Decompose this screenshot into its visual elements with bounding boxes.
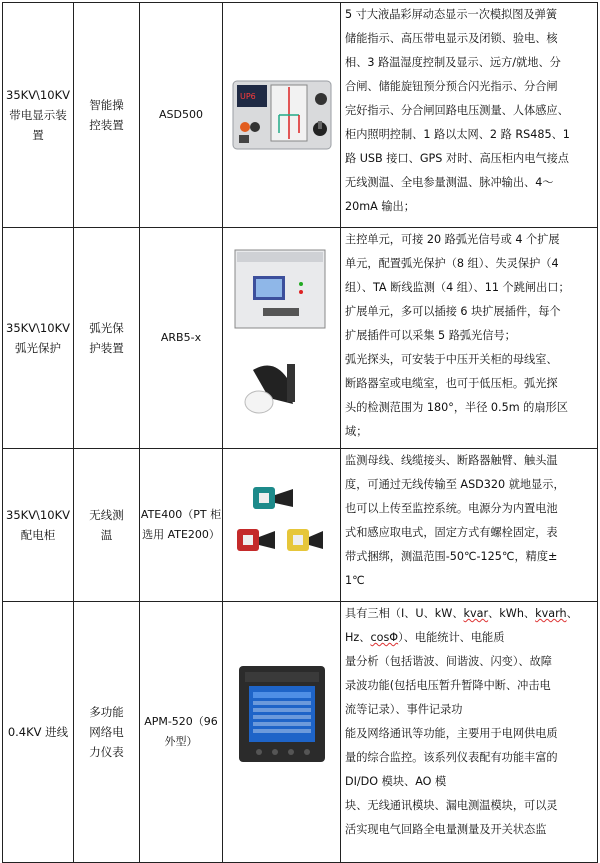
description-text: 主控单元，可接 20 路弧光信号或 4 个扩展 单元，配置弧光保护（8 组）、失灵保护（4 组）、TA 断线监测（4 组）、11 个跳闸出口； 扩展单元，多可以插接 6 块扩展插件，每个 扩展插件可以采集 5 路弧光信号； 弧光探头，可安装于中压开关柜的母线室、 断路器室或电缆室，也可于低压柜。弧光探 头的检测范围为 180°，半径 0.5m 的扇形区 域； bbox=[345, 233, 570, 438]
model-cell bbox=[140, 602, 223, 863]
application-text: 35KV\10KV 带电显示装 置 bbox=[6, 88, 70, 142]
description-cell bbox=[341, 449, 598, 602]
device-cell bbox=[74, 602, 140, 863]
description-cell bbox=[341, 602, 598, 863]
table-row bbox=[3, 3, 598, 228]
application-cell bbox=[3, 449, 74, 602]
description-segment: Hz、 bbox=[345, 631, 371, 644]
asd500-device-image bbox=[223, 3, 340, 223]
ate400-device-image bbox=[223, 449, 340, 597]
description-cell bbox=[341, 228, 598, 449]
table-row bbox=[3, 449, 598, 602]
description-segment: 、kWh、 bbox=[488, 607, 536, 620]
image-cell bbox=[223, 3, 341, 228]
description-segment: 具有三相（I、U、kW、 bbox=[345, 607, 464, 620]
table-row bbox=[3, 228, 598, 449]
device-text: 无线测 温 bbox=[89, 508, 124, 542]
description-text: 5 寸大液晶彩屏动态显示一次模拟图及弹簧 储能指示、高压带电显示及闭锁、验电、核 相、3 路温湿度控制及显示、远方/就地、分 合闸、储能旋钮预分预合闪光指示、分合闸 完好指示、分合闸回路电压测量、人体感应、 柜内照明控制、1 路以太网、2 路 RS485、1 路 USB 接口、GPS 对时、高压柜内电气接点 无线测温、全电参量测温、脉冲输出、4～ 20mA 输出； bbox=[345, 8, 570, 213]
description-segment: 、 bbox=[566, 607, 578, 620]
svg-text:UP6: UP6 bbox=[240, 92, 256, 101]
model-text: ATE400（PT 柜 选用 ATE200） bbox=[140, 508, 222, 541]
model-text: APM-520（96 外型） bbox=[144, 715, 218, 748]
application-cell bbox=[3, 602, 74, 863]
description-segment: cosΦ bbox=[370, 631, 399, 644]
device-text: 弧光保 护装置 bbox=[89, 321, 124, 355]
application-text: 35KV\10KV 配电柜 bbox=[6, 508, 70, 542]
description-segment: ）、电能统计、电能质 量分析（包括谐波、间谐波、闪变）、故障 录波功能(包括电压暂升暂降中断、冲击电 流等记录）、事件记录功 能及网络通讯等功能，主要用于电网供电质 量的综合监控。该系列仪表配有功能丰富的 DI/DO 模块、AO 模 块、无线通讯模块、漏电测温模块，可以灵 活实现电气回路全电量测量及开关状态监 bbox=[345, 631, 558, 836]
product-spec-table bbox=[2, 2, 598, 863]
description-text bbox=[345, 602, 593, 842]
application-cell bbox=[3, 3, 74, 228]
application-text: 0.4KV 进线 bbox=[7, 725, 69, 739]
description-segment: kvarh bbox=[535, 607, 567, 620]
model-cell bbox=[140, 228, 223, 449]
table-row bbox=[3, 602, 598, 863]
description-text: 监测母线、线缆接头、断路器触臂、触头温 度，可通过无线传输至 ASD320 就地显示， 也可以上传至监控系统。电源分为内置电池 式和感应取电式，固定方式有螺栓固定，表 带式捆绑，测温范围-50℃-125℃，精度± 1℃ bbox=[345, 454, 565, 587]
apm520-device-image bbox=[223, 602, 340, 858]
model-cell bbox=[140, 3, 223, 228]
image-cell bbox=[223, 449, 341, 602]
image-cell bbox=[223, 602, 341, 863]
model-text: ARB5-x bbox=[160, 331, 202, 344]
description-cell bbox=[341, 3, 598, 228]
device-cell bbox=[74, 3, 140, 228]
application-cell bbox=[3, 228, 74, 449]
device-cell bbox=[74, 228, 140, 449]
image-cell bbox=[223, 228, 341, 449]
description-segment: kvar bbox=[463, 607, 489, 620]
device-cell bbox=[74, 449, 140, 602]
device-text: 多功能 网络电 力仪表 bbox=[89, 705, 124, 759]
arb5-device-image bbox=[223, 228, 340, 444]
model-text: ASD500 bbox=[159, 108, 203, 121]
device-text: 智能操 控装置 bbox=[89, 98, 124, 132]
application-text: 35KV\10KV 弧光保护 bbox=[6, 321, 70, 355]
model-cell bbox=[140, 449, 223, 602]
